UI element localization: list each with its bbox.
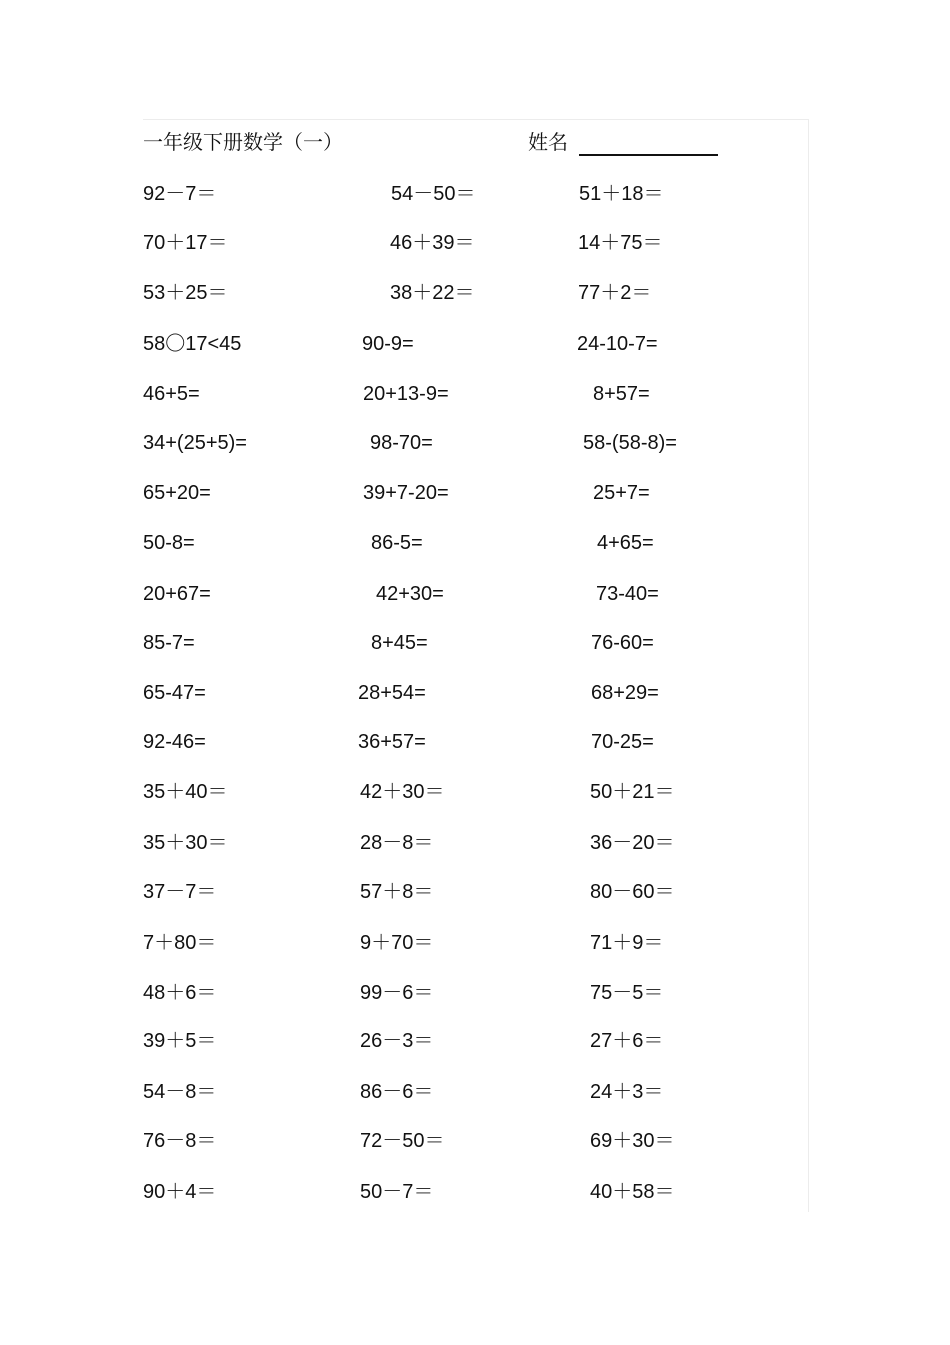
math-problem: 69＋30＝ (590, 1130, 675, 1152)
math-problem: 86－6＝ (360, 1081, 434, 1103)
math-problem: 38＋22＝ (390, 282, 475, 304)
math-problem: 98-70= (370, 432, 433, 454)
math-problem: 50＋21＝ (590, 781, 675, 803)
problem-row (0, 579, 950, 609)
math-problem: 24＋3＝ (590, 1081, 664, 1103)
math-problem: 85-7= (143, 632, 195, 654)
math-problem: 54－8＝ (143, 1081, 217, 1103)
problem-row (0, 877, 950, 907)
math-problem: 35＋40＝ (143, 781, 228, 803)
math-problem: 53＋25＝ (143, 282, 228, 304)
math-problem: 92-46= (143, 731, 206, 753)
math-problem: 86-5= (371, 532, 423, 554)
problem-row (0, 528, 950, 558)
problem-row (0, 727, 950, 757)
problem-row (0, 1077, 950, 1107)
math-problem: 73-40= (596, 583, 659, 605)
math-problem: 8+57= (593, 383, 650, 405)
math-problem: 9＋70＝ (360, 932, 434, 954)
math-problem: 35＋30＝ (143, 832, 228, 854)
problem-row (0, 228, 950, 258)
math-problem: 80－60＝ (590, 881, 675, 903)
math-problem: 46＋39＝ (390, 232, 475, 254)
math-problem: 14＋75＝ (578, 232, 663, 254)
worksheet-title: 一年级下册数学（一） (143, 130, 343, 154)
problem-row (0, 1126, 950, 1156)
problem-row (0, 329, 950, 359)
problem-row (0, 628, 950, 658)
math-problem: 42＋30＝ (360, 781, 445, 803)
math-problem: 58〇17<45 (143, 333, 242, 355)
math-problem: 76-60= (591, 632, 654, 654)
math-problem: 28－8＝ (360, 832, 434, 854)
math-problem: 54－50＝ (391, 183, 476, 205)
math-problem: 72－50＝ (360, 1130, 445, 1152)
math-problem: 65+20= (143, 482, 211, 504)
problem-row (0, 828, 950, 858)
math-problem: 39+7-20= (363, 482, 449, 504)
math-problem: 70-25= (591, 731, 654, 753)
problem-row (0, 978, 950, 1008)
math-problem: 48＋6＝ (143, 982, 217, 1004)
math-problem: 77＋2＝ (578, 282, 652, 304)
math-problem: 92－7＝ (143, 183, 217, 205)
math-problem: 68+29= (591, 682, 659, 704)
math-problem: 75－5＝ (590, 982, 664, 1004)
problem-row (0, 1177, 950, 1207)
math-problem: 99－6＝ (360, 982, 434, 1004)
math-problem: 8+45= (371, 632, 428, 654)
problem-row (0, 428, 950, 458)
math-problem: 36+57= (358, 731, 426, 753)
math-problem: 40＋58＝ (590, 1181, 675, 1203)
name-blank-line (579, 154, 718, 156)
math-problem: 50－7＝ (360, 1181, 434, 1203)
math-problem: 51＋18＝ (579, 183, 664, 205)
math-problem: 57＋8＝ (360, 881, 434, 903)
problem-row (0, 278, 950, 308)
math-problem: 58-(58-8)= (583, 432, 677, 454)
math-problem: 39＋5＝ (143, 1030, 217, 1052)
math-problem: 65-47= (143, 682, 206, 704)
math-problem: 28+54= (358, 682, 426, 704)
math-problem: 26－3＝ (360, 1030, 434, 1052)
math-problem: 46+5= (143, 383, 200, 405)
problem-row (0, 179, 950, 209)
problem-row (0, 678, 950, 708)
problem-row (0, 478, 950, 508)
math-problem: 34+(25+5)= (143, 432, 247, 454)
name-label: 姓名 (528, 130, 568, 154)
math-problem: 70＋17＝ (143, 232, 228, 254)
math-problem: 27＋6＝ (590, 1030, 664, 1052)
math-problem: 71＋9＝ (590, 932, 664, 954)
math-problem: 25+7= (593, 482, 650, 504)
problem-row (0, 1026, 950, 1056)
math-problem: 24-10-7= (577, 333, 658, 355)
problem-row (0, 379, 950, 409)
math-problem: 20+67= (143, 583, 211, 605)
math-problem: 4+65= (597, 532, 654, 554)
math-problem: 90-9= (362, 333, 414, 355)
math-problem: 76－8＝ (143, 1130, 217, 1152)
math-problem: 42+30= (376, 583, 444, 605)
problem-row (0, 777, 950, 807)
math-problem: 7＋80＝ (143, 932, 217, 954)
problem-row (0, 928, 950, 958)
math-problem: 36－20＝ (590, 832, 675, 854)
math-problem: 90＋4＝ (143, 1181, 217, 1203)
math-problem: 50-8= (143, 532, 195, 554)
math-problem: 37－7＝ (143, 881, 217, 903)
math-problem: 20+13-9= (363, 383, 449, 405)
